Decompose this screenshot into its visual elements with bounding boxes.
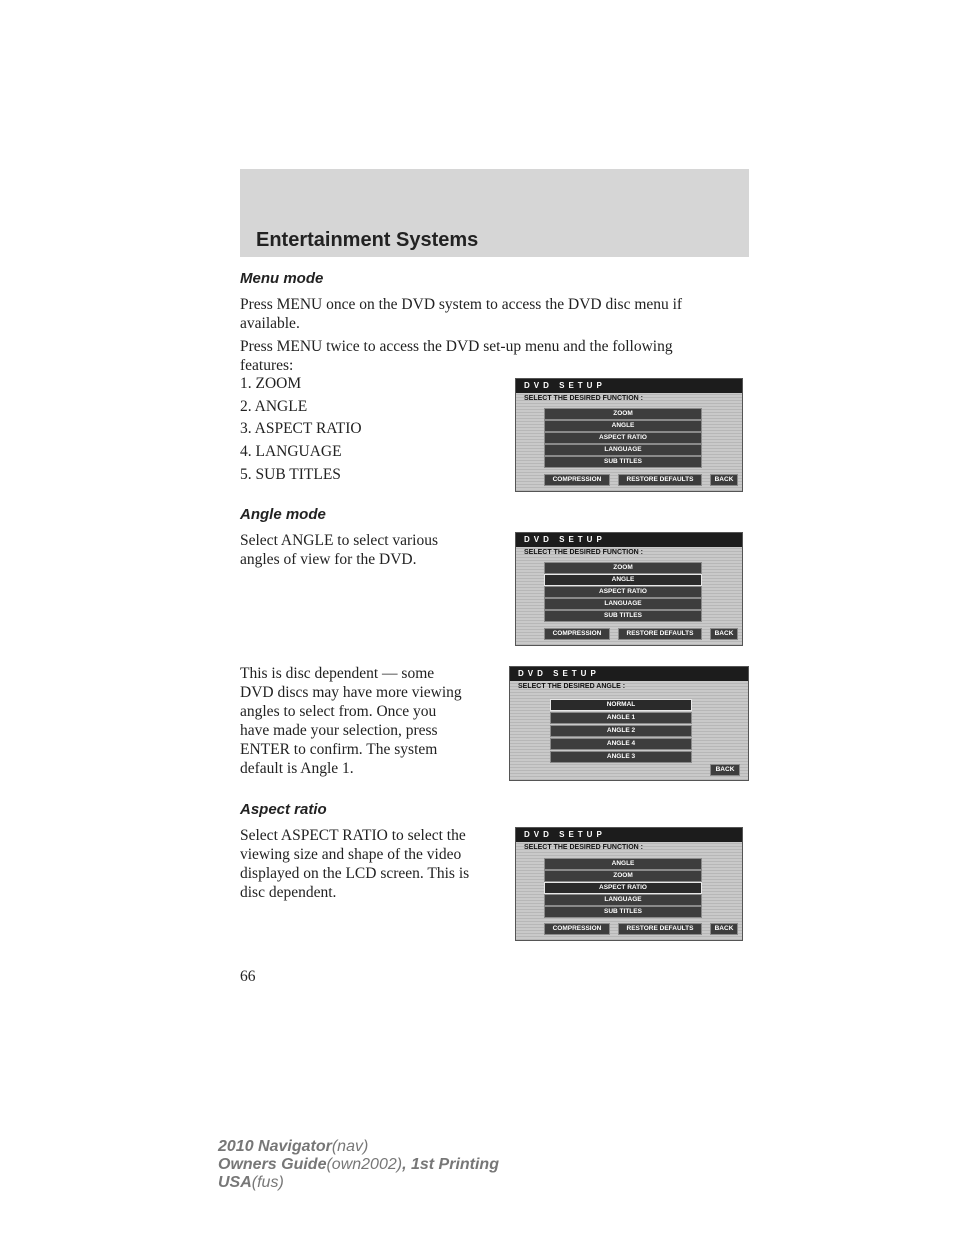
dvd-setup-screen-3 bbox=[515, 827, 743, 941]
page-number: 66 bbox=[240, 968, 256, 985]
dvd-angle-screen bbox=[509, 666, 749, 781]
menu-button-sub-titles[interactable]: SUB TITLES bbox=[544, 610, 702, 622]
footer bbox=[218, 1138, 499, 1192]
dvd-setup-screen-2 bbox=[515, 532, 743, 646]
back-button[interactable]: BACK bbox=[710, 923, 738, 935]
dvd-setup-screen-1 bbox=[515, 378, 743, 492]
section-header bbox=[240, 169, 749, 257]
angle-option[interactable]: ANGLE 1 bbox=[550, 712, 692, 724]
screen-title: DVD SETUP bbox=[516, 379, 742, 393]
menu-button-language[interactable]: LANGUAGE bbox=[544, 444, 702, 456]
footer-model-code: (nav) bbox=[331, 1138, 369, 1155]
angle-option[interactable]: ANGLE 2 bbox=[550, 725, 692, 737]
section-title: Entertainment Systems bbox=[256, 229, 479, 251]
footer-model: 2010 Navigator bbox=[218, 1138, 332, 1155]
restore-defaults-button[interactable]: RESTORE DEFAULTS bbox=[618, 628, 702, 640]
menu-button-zoom[interactable]: ZOOM bbox=[544, 562, 702, 574]
screen-prompt: SELECT THE DESIRED FUNCTION : bbox=[524, 549, 644, 556]
list-item: 5. SUB TITLES bbox=[240, 466, 341, 483]
footer-guide-code: (own2002) bbox=[326, 1156, 403, 1173]
menu-button-aspect-ratio-selected[interactable]: ASPECT RATIO bbox=[544, 882, 702, 894]
menu-button-sub-titles[interactable]: SUB TITLES bbox=[544, 456, 702, 468]
back-button[interactable]: BACK bbox=[710, 628, 738, 640]
menu-button-sub-titles[interactable]: SUB TITLES bbox=[544, 906, 702, 918]
heading-menu-mode: Menu mode bbox=[240, 270, 324, 287]
angle-mode-para-1: Select ANGLE to select various angles of view for the DVD. bbox=[240, 532, 439, 568]
footer-printing: , 1st Printing bbox=[402, 1156, 499, 1173]
heading-angle-mode: Angle mode bbox=[240, 506, 326, 523]
menu-button-angle[interactable]: ANGLE bbox=[544, 420, 702, 432]
footer-market-code: (fus) bbox=[251, 1174, 284, 1191]
back-button[interactable]: BACK bbox=[710, 474, 738, 486]
angle-option[interactable]: ANGLE 4 bbox=[550, 738, 692, 750]
screen-prompt: SELECT THE DESIRED FUNCTION : bbox=[524, 395, 644, 402]
list-item: 1. ZOOM bbox=[240, 375, 302, 392]
angle-option-normal[interactable]: NORMAL bbox=[550, 699, 692, 711]
footer-market: USA bbox=[218, 1174, 252, 1191]
list-item: 3. ASPECT RATIO bbox=[240, 420, 362, 437]
menu-mode-para-1: Press MENU once on the DVD system to access the DVD disc menu if available. bbox=[240, 296, 683, 332]
restore-defaults-button[interactable]: RESTORE DEFAULTS bbox=[618, 923, 702, 935]
footer-guide: Owners Guide bbox=[218, 1156, 327, 1173]
menu-button-language[interactable]: LANGUAGE bbox=[544, 598, 702, 610]
menu-button-aspect-ratio[interactable]: ASPECT RATIO bbox=[544, 586, 702, 598]
screen-prompt: SELECT THE DESIRED FUNCTION : bbox=[524, 844, 644, 851]
screen-prompt: SELECT THE DESIRED ANGLE : bbox=[518, 683, 626, 690]
heading-aspect-ratio: Aspect ratio bbox=[240, 801, 327, 818]
menu-button-zoom[interactable]: ZOOM bbox=[544, 870, 702, 882]
compression-button[interactable]: COMPRESSION bbox=[544, 923, 610, 935]
compression-button[interactable]: COMPRESSION bbox=[544, 628, 610, 640]
menu-mode-para-2: Press MENU twice to access the DVD set-up menu and the following features: bbox=[240, 338, 673, 374]
angle-mode-para-2: This is disc dependent — some DVD discs may have more viewing angles to select from. Once you have made your selection, press ENTER to confirm. The system default is Angle 1. bbox=[240, 665, 462, 777]
menu-button-angle-selected[interactable]: ANGLE bbox=[544, 574, 702, 586]
menu-button-language[interactable]: LANGUAGE bbox=[544, 894, 702, 906]
menu-button-angle[interactable]: ANGLE bbox=[544, 858, 702, 870]
menu-button-zoom[interactable]: ZOOM bbox=[544, 408, 702, 420]
menu-button-aspect-ratio[interactable]: ASPECT RATIO bbox=[544, 432, 702, 444]
restore-defaults-button[interactable]: RESTORE DEFAULTS bbox=[618, 474, 702, 486]
screen-title: DVD SETUP bbox=[516, 533, 742, 547]
aspect-ratio-para-1: Select ASPECT RATIO to select the viewing size and shape of the video displayed on the LCD screen. This is disc dependent. bbox=[240, 827, 470, 901]
screen-title: DVD SETUP bbox=[516, 828, 742, 842]
compression-button[interactable]: COMPRESSION bbox=[544, 474, 610, 486]
screen-title: DVD SETUP bbox=[510, 667, 748, 681]
list-item: 4. LANGUAGE bbox=[240, 443, 342, 460]
angle-option[interactable]: ANGLE 3 bbox=[550, 751, 692, 763]
back-button[interactable]: BACK bbox=[710, 764, 740, 776]
list-item: 2. ANGLE bbox=[240, 398, 308, 415]
